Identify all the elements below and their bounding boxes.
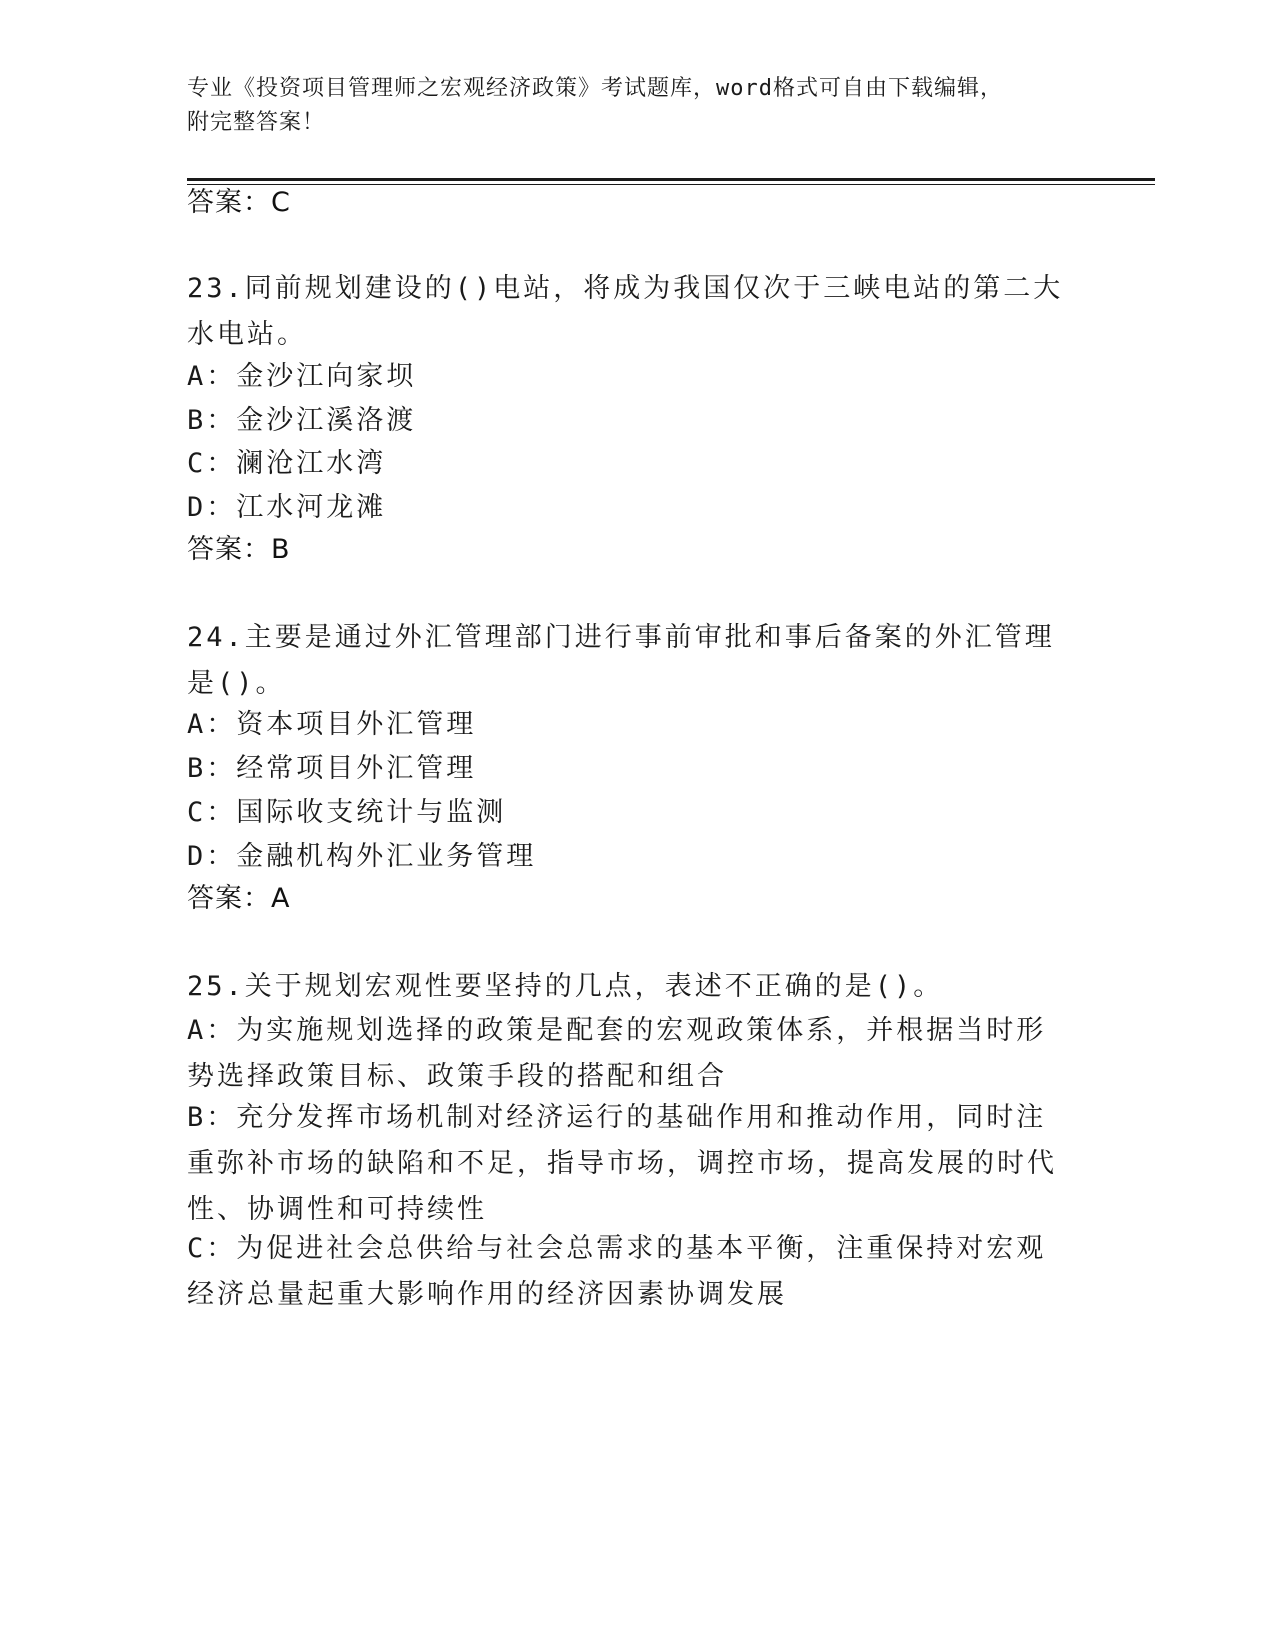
question-25-stem: 25.关于规划宏观性要坚持的几点，表述不正确的是()。 [187,971,944,1002]
question-23-option-c: C：澜沧江水湾 [187,448,387,479]
question-25-option-c: C：为促进社会总供给与社会总需求的基本平衡，注重保持对宏观经济总量起重大影响作用的经济因素协调发展 [187,1233,1047,1310]
header-divider-thick [187,178,1155,181]
header-line-2: 附完整答案！ [187,110,326,135]
document-header [187,72,1067,140]
header-line-1: 专业《投资项目管理师之宏观经济政策》考试题库，word格式可自由下载编辑， [187,76,1003,101]
question-23-stem: 23.同前规划建设的()电站，将成为我国仅次于三峡电站的第二大水电站。 [187,273,1064,350]
question-25-option-b: B：充分发挥市场机制对经济运行的基础作用和推动作用，同时注重弥补市场的缺陷和不足，指导市场，调控市场，提高发展的时代性、协调性和可持续性 [187,1102,1057,1225]
question-23-answer: 答案：B [187,534,291,565]
question-24-answer: 答案：A [187,883,291,914]
question-24-stem: 24.主要是通过外汇管理部门进行事前审批和事后备案的外汇管理是()。 [187,622,1055,699]
question-25-option-a: A：为实施规划选择的政策是配套的宏观政策体系，并根据当时形势选择政策目标、政策手段的搭配和组合 [187,1015,1047,1092]
question-23-option-d: D：江水河龙滩 [187,492,387,523]
answer-line-prev: 答案：C [187,187,291,218]
question-24-option-b: B：经常项目外汇管理 [187,753,477,784]
header-divider-thin [187,184,1155,185]
question-24-option-a: A：资本项目外汇管理 [187,709,477,740]
question-24-option-d: D：金融机构外汇业务管理 [187,841,537,872]
question-24-option-c: C：国际收支统计与监测 [187,797,507,828]
question-23-option-b: B：金沙江溪洛渡 [187,405,417,436]
question-23-option-a: A：金沙江向家坝 [187,361,417,392]
